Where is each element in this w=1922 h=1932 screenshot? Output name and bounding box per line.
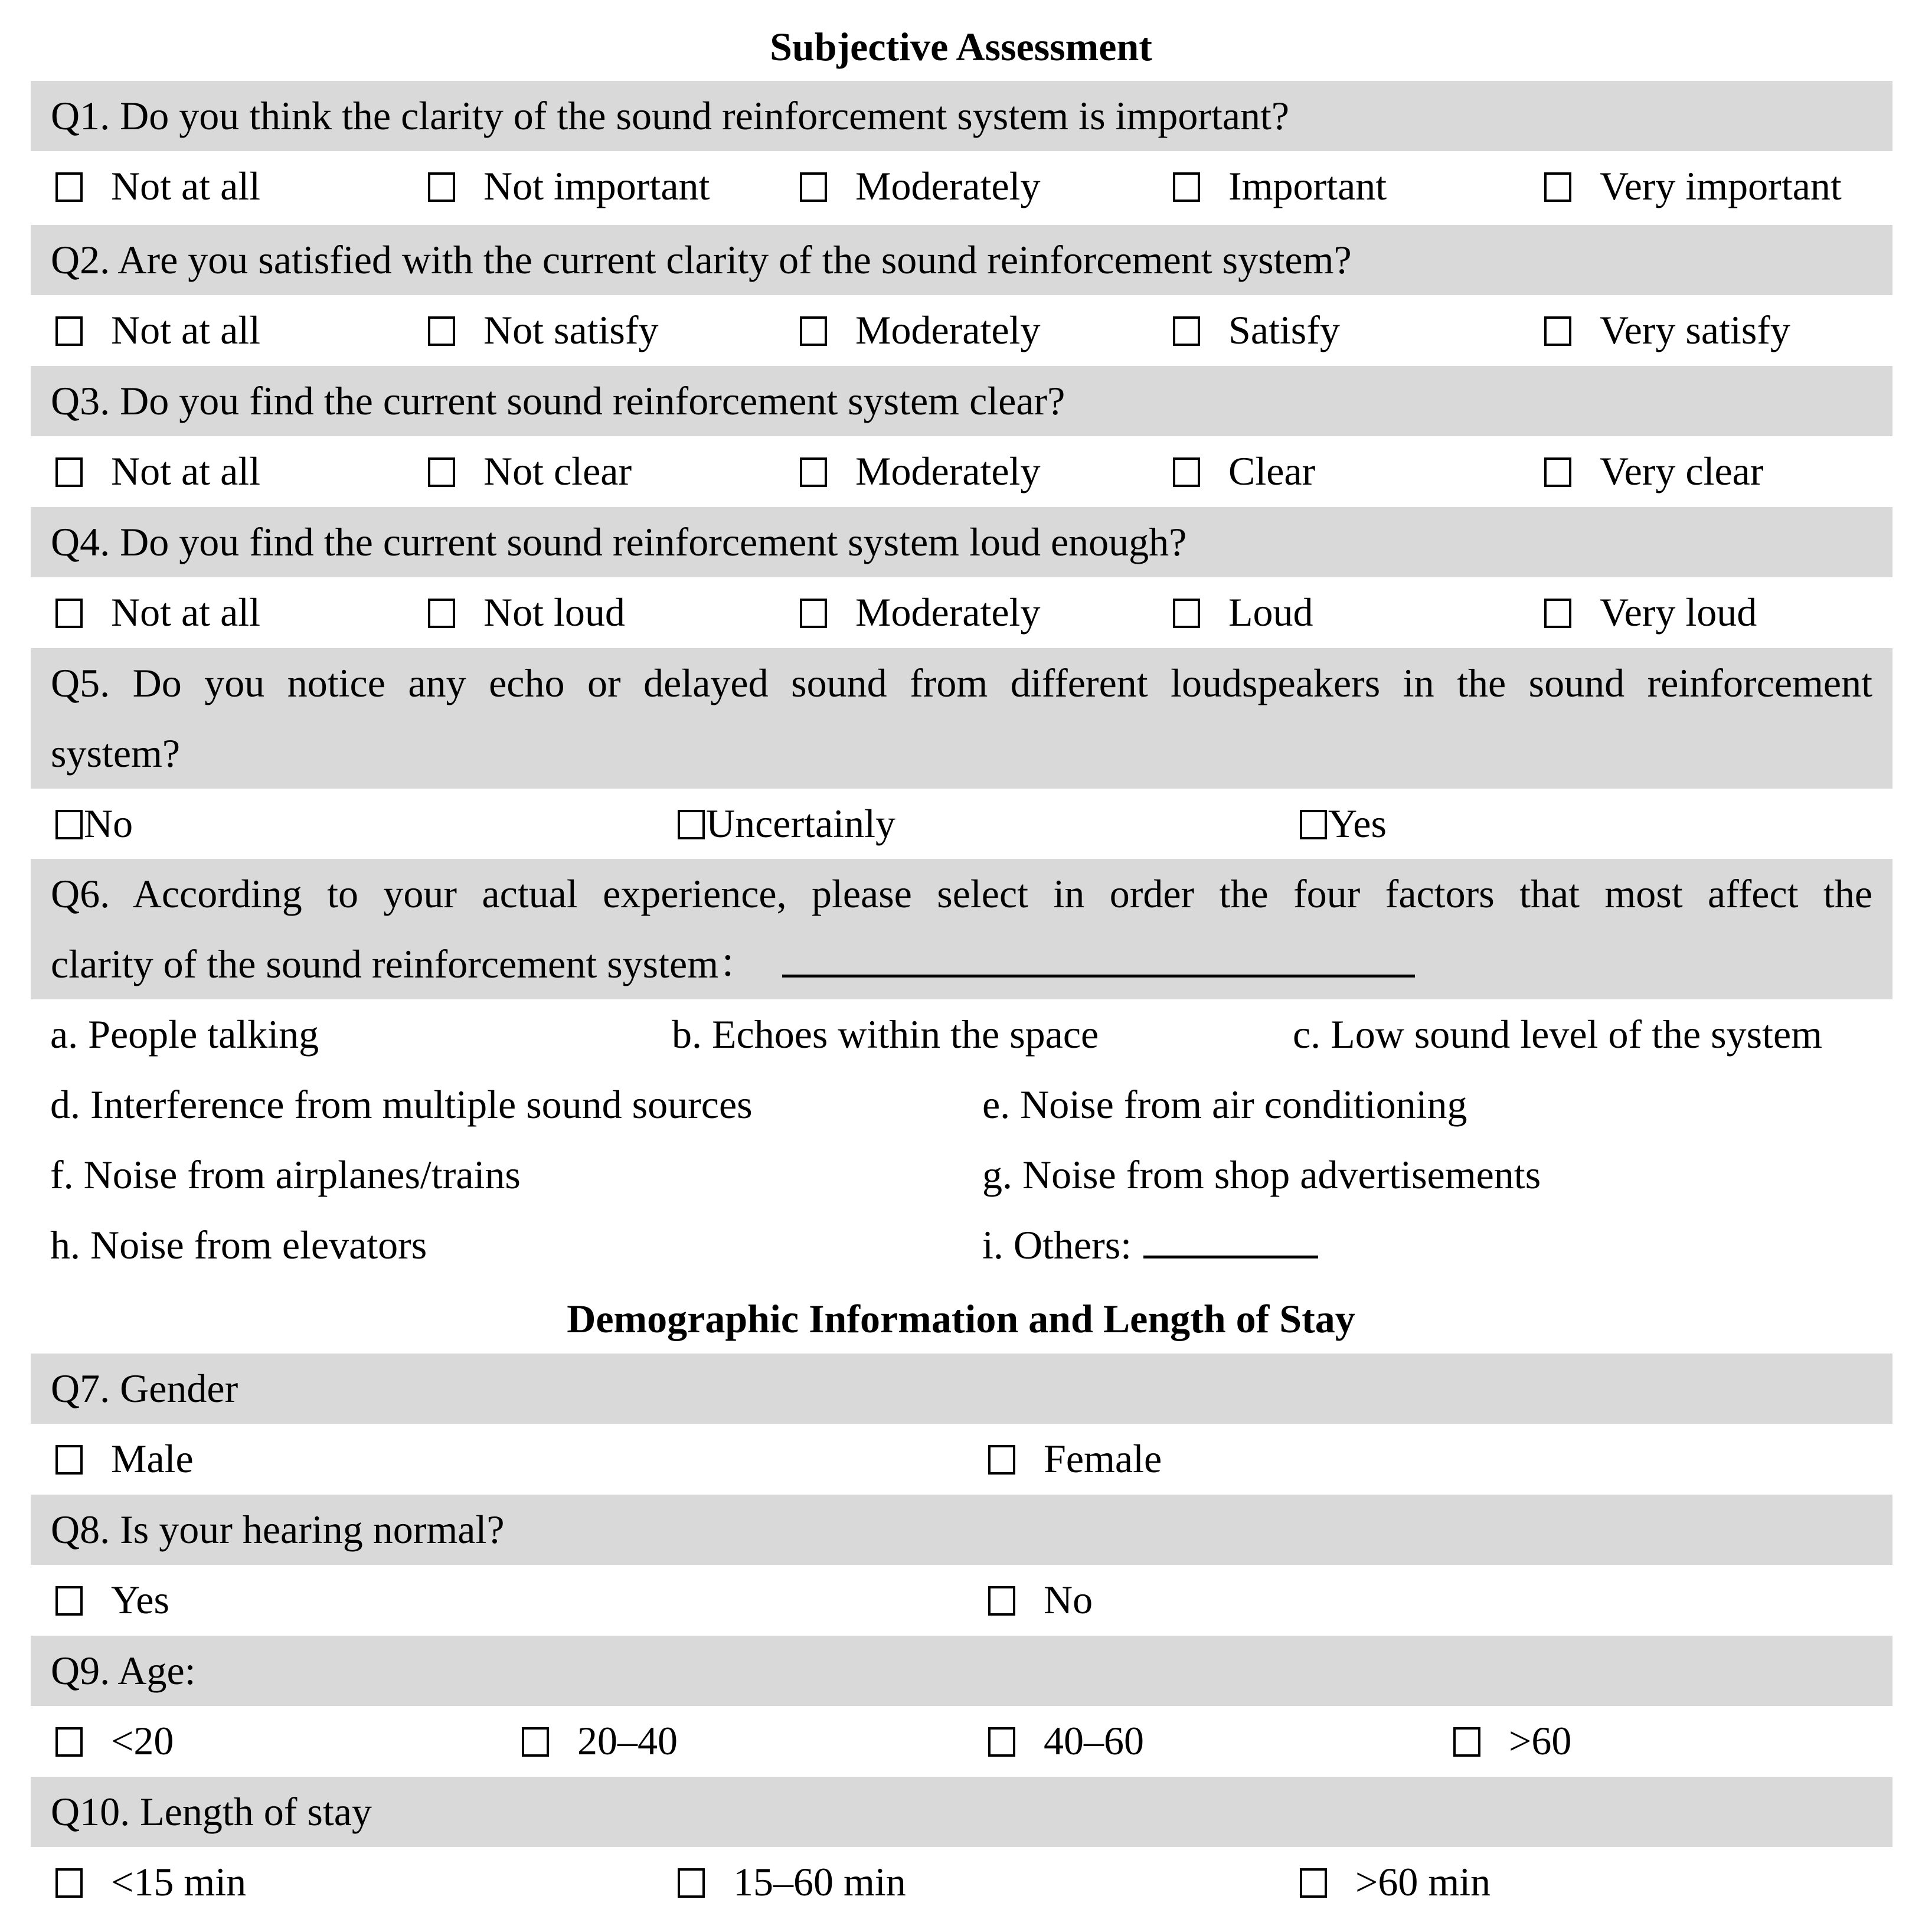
option-q8-no[interactable]: No <box>988 1565 1093 1635</box>
checkbox-icon[interactable] <box>988 1445 1015 1475</box>
checkbox-icon[interactable] <box>55 1868 83 1898</box>
checkbox-icon[interactable] <box>428 316 455 346</box>
option-q3-4[interactable]: Clear <box>1173 436 1315 506</box>
checkbox-icon[interactable] <box>1173 599 1200 628</box>
checkbox-icon[interactable] <box>1300 810 1327 839</box>
factor-d: d. Interference from multiple sound sources <box>50 1082 753 1127</box>
question-q5-line1: Q5. Do you notice any echo or delayed sound from different loudspeakers in the sound reinforcement <box>51 661 1872 705</box>
option-q7-female[interactable]: Female <box>988 1424 1162 1494</box>
options-q2 <box>31 295 1892 365</box>
question-q6 <box>31 859 1892 999</box>
option-q1-2[interactable]: Not important <box>428 151 710 221</box>
option-q3-1[interactable]: Not at all <box>55 436 260 506</box>
checkbox-icon[interactable] <box>1544 316 1571 346</box>
options-q7 <box>31 1424 1892 1494</box>
option-q9-4[interactable]: >60 <box>1453 1706 1571 1776</box>
option-q7-male[interactable]: Male <box>55 1424 194 1494</box>
options-q1 <box>31 151 1892 221</box>
question-q10: Q10. Length of stay <box>31 1777 1892 1847</box>
option-q4-5[interactable]: Very loud <box>1544 577 1757 648</box>
checkbox-icon[interactable] <box>800 172 827 202</box>
options-q10 <box>31 1847 1892 1917</box>
factor-h: h. Noise from elevators <box>50 1222 427 1267</box>
option-q4-4[interactable]: Loud <box>1173 577 1313 648</box>
option-q4-2[interactable]: Not loud <box>428 577 625 648</box>
section-title-subjective: Subjective Assessment <box>770 24 1152 69</box>
factor-b: b. Echoes within the space <box>672 1012 1099 1057</box>
option-q3-3[interactable]: Moderately <box>800 436 1040 506</box>
option-q2-1[interactable]: Not at all <box>55 295 260 365</box>
checkbox-icon[interactable] <box>800 599 827 628</box>
question-q1: Q1. Do you think the clarity of the sound reinforcement system is important? <box>31 81 1892 151</box>
question-q7: Q7. Gender <box>31 1354 1892 1424</box>
checkbox-icon[interactable] <box>428 172 455 202</box>
checkbox-icon[interactable] <box>1300 1868 1327 1898</box>
checkbox-icon[interactable] <box>1173 172 1200 202</box>
question-q3: Q3. Do you find the current sound reinforcement system clear? <box>31 366 1892 436</box>
checkbox-icon[interactable] <box>55 1586 83 1616</box>
checkbox-icon[interactable] <box>988 1586 1015 1616</box>
checkbox-icon[interactable] <box>800 316 827 346</box>
question-q4: Q4. Do you find the current sound reinforcement system loud enough? <box>31 507 1892 577</box>
option-q2-4[interactable]: Satisfy <box>1173 295 1340 365</box>
checkbox-icon[interactable] <box>800 457 827 487</box>
checkbox-icon[interactable] <box>55 316 83 346</box>
checkbox-icon[interactable] <box>1544 599 1571 628</box>
question-q9: Q9. Age: <box>31 1636 1892 1706</box>
factor-i <box>982 1210 1318 1280</box>
checkbox-icon[interactable] <box>428 599 455 628</box>
option-q10-1[interactable]: <15 min <box>55 1847 246 1917</box>
checkbox-icon[interactable] <box>678 1868 705 1898</box>
factor-i-label: i. Others: <box>982 1222 1132 1267</box>
option-q9-2[interactable]: 20–40 <box>522 1706 678 1776</box>
option-q8-yes[interactable]: Yes <box>55 1565 169 1635</box>
options-q4 <box>31 577 1892 648</box>
checkbox-icon[interactable] <box>55 810 83 839</box>
factor-f: f. Noise from airplanes/trains <box>50 1152 521 1197</box>
option-q3-5[interactable]: Very clear <box>1544 436 1763 506</box>
option-q2-5[interactable]: Very satisfy <box>1544 295 1790 365</box>
checkbox-icon[interactable] <box>1173 316 1200 346</box>
options-q5 <box>31 789 1892 859</box>
answer-blank-q6[interactable] <box>782 969 1415 978</box>
question-q6-line2: clarity of the sound reinforcement system： <box>51 942 759 986</box>
factor-e: e. Noise from air conditioning <box>982 1082 1467 1127</box>
checkbox-icon[interactable] <box>55 1445 83 1475</box>
others-blank[interactable] <box>1143 1250 1318 1258</box>
option-q9-3[interactable]: 40–60 <box>988 1706 1144 1776</box>
option-q5-yes[interactable]: Yes <box>1300 789 1387 859</box>
checkbox-icon[interactable] <box>55 457 83 487</box>
checkbox-icon[interactable] <box>55 172 83 202</box>
option-q10-2[interactable]: 15–60 min <box>678 1847 906 1917</box>
question-q8: Q8. Is your hearing normal? <box>31 1495 1892 1565</box>
checkbox-icon[interactable] <box>55 599 83 628</box>
option-q1-1[interactable]: Not at all <box>55 151 260 221</box>
question-q2: Q2. Are you satisfied with the current clarity of the sound reinforcement system? <box>31 225 1892 295</box>
option-q1-4[interactable]: Important <box>1173 151 1387 221</box>
options-q3 <box>31 436 1892 506</box>
section-title-demographic: Demographic Information and Length of Stay <box>567 1296 1355 1341</box>
checkbox-icon[interactable] <box>988 1727 1015 1757</box>
option-q5-uncertainly[interactable]: Uncertainly <box>678 789 895 859</box>
option-q4-3[interactable]: Moderately <box>800 577 1040 648</box>
checkbox-icon[interactable] <box>522 1727 549 1757</box>
checkbox-icon[interactable] <box>1453 1727 1480 1757</box>
question-q6-line1: Q6. According to your actual experience, please select in order the four factors that most affect the <box>51 871 1872 916</box>
checkbox-icon[interactable] <box>1544 457 1571 487</box>
question-q5-line2: system? <box>51 731 181 776</box>
checkbox-icon[interactable] <box>1544 172 1571 202</box>
checkbox-icon[interactable] <box>678 810 705 839</box>
checkbox-icon[interactable] <box>428 457 455 487</box>
checkbox-icon[interactable] <box>55 1727 83 1757</box>
factor-g: g. Noise from shop advertisements <box>982 1152 1541 1197</box>
question-q6-line2-wrap <box>51 929 1872 999</box>
option-q2-3[interactable]: Moderately <box>800 295 1040 365</box>
option-q10-3[interactable]: >60 min <box>1300 1847 1490 1917</box>
options-q8 <box>31 1565 1892 1635</box>
option-q2-2[interactable]: Not satisfy <box>428 295 659 365</box>
option-q4-1[interactable]: Not at all <box>55 577 260 648</box>
option-q3-2[interactable]: Not clear <box>428 436 632 506</box>
option-q9-1[interactable]: <20 <box>55 1706 174 1776</box>
factor-a: a. People talking <box>50 1012 319 1057</box>
option-q5-no[interactable]: No <box>55 789 133 859</box>
factor-c: c. Low sound level of the system <box>1293 1012 1823 1057</box>
option-q1-3[interactable]: Moderately <box>800 151 1040 221</box>
question-q5 <box>31 648 1892 789</box>
checkbox-icon[interactable] <box>1173 457 1200 487</box>
option-q1-5[interactable]: Very important <box>1544 151 1842 221</box>
options-q9 <box>31 1706 1892 1776</box>
